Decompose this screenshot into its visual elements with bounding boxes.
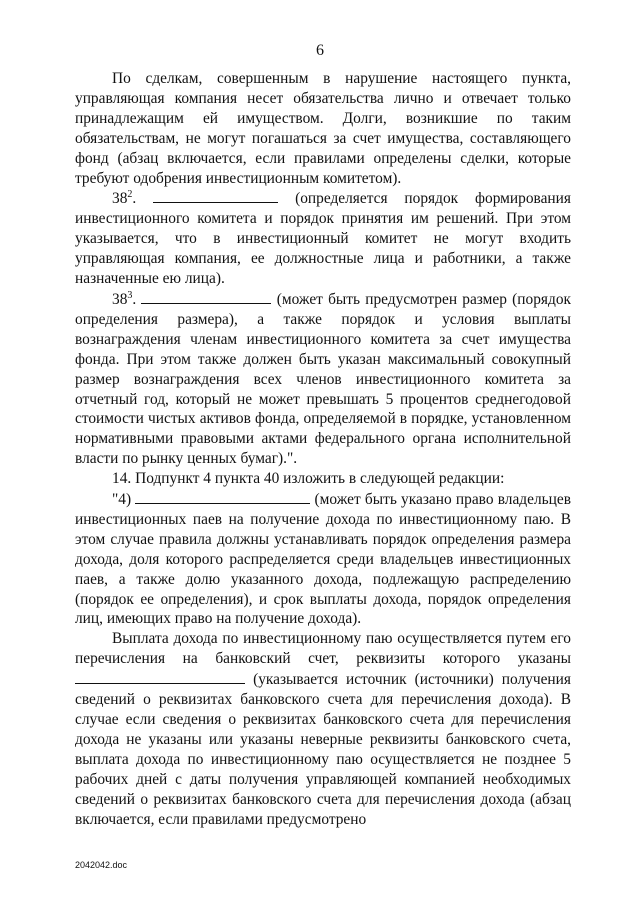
page-number: 6 xyxy=(316,42,324,59)
clause-superscript: 2 xyxy=(127,189,133,201)
clause-number: 38 xyxy=(112,290,128,308)
paragraph-subitem-4 xyxy=(75,489,571,629)
payment-lead: Выплата дохода по инвестиционному паю осуществляется путем его перечисления на банковский счет, реквизиты которого указаны xyxy=(75,630,571,668)
paragraph-38-3 xyxy=(75,289,571,469)
clause-dot: . xyxy=(132,290,137,308)
clause-dot: . xyxy=(132,190,137,208)
clause-text: (определяется порядок формирования инвестиционного комитета и порядок принятия им решений. При этом указывается, что в инвестиционный комитет не могут входить управляющая компания, ее должностные лица и работники, а также назначенные ею лица). xyxy=(75,190,571,288)
fill-in-blank xyxy=(75,669,245,684)
paragraph-38-2 xyxy=(75,188,571,289)
payment-text: (указывается источник (источники) получения сведений о реквизитах банковского счета для перечисления дохода). В случае если сведения о реквизитах банковского счета для перечисления дохода не указаны или указаны неверные реквизиты банковского счета, выплата дохода по инвестиционному паю осуществляется не позднее 5 рабочих дней с даты получения управляющей компанией необходимых сведений о реквизитах банковского счета для перечисления дохода (абзац включается, если правилами предусмотрено xyxy=(75,671,571,828)
clause-superscript: 3 xyxy=(127,289,133,301)
fill-in-blank xyxy=(135,489,310,504)
clause-number: 38 xyxy=(112,190,128,208)
clause-text: (может быть предусмотрен размер (порядок определения размера), а также порядок и условия выплаты вознаграждения членам инвестиционного комитета за счет имущества фонда. При этом также должен быть указан максимальный совокупный размер вознаграждения всех членов инвестиционного комитета за отчетный год, который не может превышать 5 процентов среднегодовой стоимости чистых активов фонда, определяемой в порядке, установленном нормативными правовыми актами федерального органа исполнительной власти по рынку ценных бумаг).". xyxy=(75,290,571,468)
document-body xyxy=(75,69,571,829)
paragraph-income-payment xyxy=(75,629,571,829)
paragraph-transactions: По сделкам, совершенным в нарушение настоящего пункта, управляющая компания несет обязательства лично и отвечает только принадлежащим ей имуществом. Долги, возникшие по таким обязательствам, не могут погашаться за счет имущества, составляющего фонд (абзац включается, если правилами определены сделки, которые требуют одобрения инвестиционным комитетом). xyxy=(75,70,571,187)
file-name-footer: 2042042.doc xyxy=(75,860,128,870)
fill-in-blank xyxy=(141,289,271,304)
subitem-text: (может быть указано право владельцев инвестиционных паев на получение дохода по инвестиционному паю. В этом случае правила должны устанавливать порядок определения размера дохода, доля которого распределяется среди владельцев инвестиционных паев, а также долю указанного дохода, подлежащую распределению (порядок ее определения), и срок выплаты дохода, порядок определения лиц, имеющих право на получение дохода). xyxy=(75,491,571,628)
fill-in-blank xyxy=(153,188,278,203)
subitem-label: "4) xyxy=(112,491,136,509)
paragraph-14: 14. Подпункт 4 пункта 40 изложить в следующей редакции: xyxy=(112,470,505,488)
